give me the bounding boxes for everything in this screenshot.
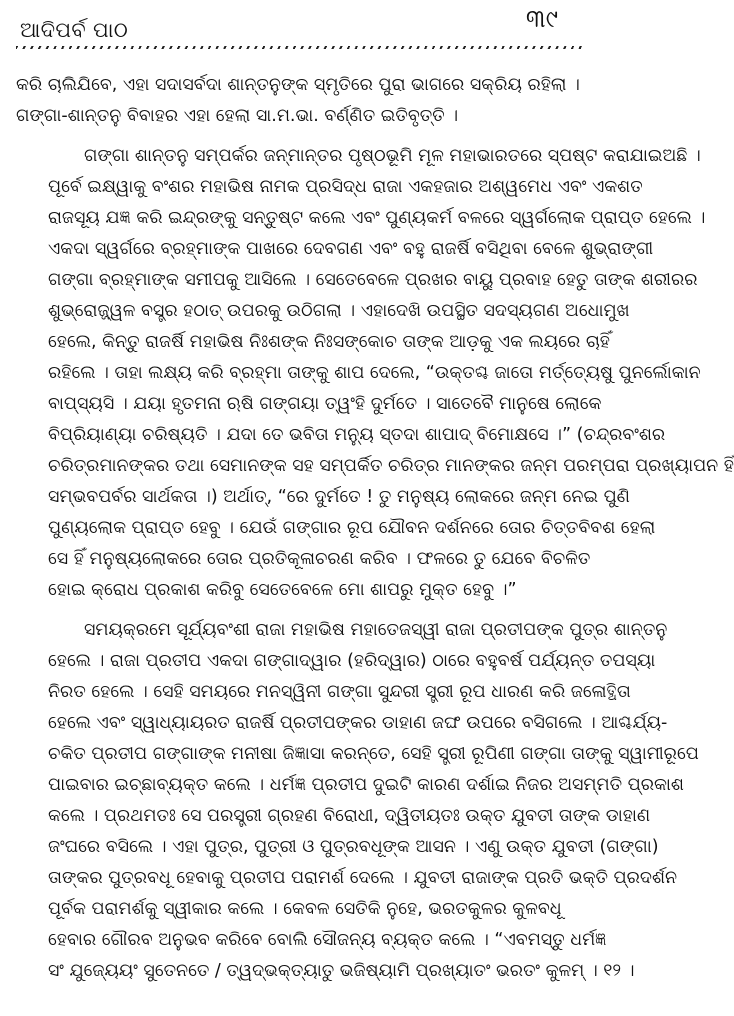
text-line: କଲେ । ପ୍ରଥମତଃ ସେ ପରସ୍ତ୍ରୀ ଗ୍ରହଣ ବିରୋଧୀ, ଦ୍ୱିତୀୟତଃ ଉକ୍ତ ଯୁବତୀ ତାଙ୍କ ଡାହାଣ (48, 806, 651, 826)
header-rule (16, 46, 586, 49)
paragraph (16, 141, 734, 606)
page-header (16, 0, 586, 62)
text-line: ପାଇବାର ଇଚ୍ଛାବ୍ୟକ୍ତ କଲେ । ଧର୍ମଜ୍ଞ ପ୍ରତୀପ ଦୁଇଟି କାରଣ ଦର୍ଶାଇ ନିଜର ଅସମ୍ମତି ପ୍ରକାଶ (48, 775, 684, 795)
paragraph (16, 615, 699, 987)
text-line: ପୂର୍ବେ ଇକ୍ଷ୍ୱାକୁ ବଂଶର ମହାଭିଷ ନାମକ ପ୍ରସିଦ୍ଧ ରାଜା ଏକହଜାର ଅଶ୍ୱମେଧ ଏବଂ ଏକଶତ (48, 177, 643, 197)
text-line: ରାଜସୂୟ ଯଜ୍ଞ କରି ଇନ୍ଦ୍ରଙ୍କୁ ସନ୍ତୁଷ୍ଟ କଲେ ଏବଂ ପୁଣ୍ୟକର୍ମ ବଳରେ ସ୍ୱର୍ଗଲୋକ ପ୍ରାପ୍ତ ହେଲେ । (48, 208, 706, 228)
paragraph (16, 70, 586, 132)
text-line: ଗଙ୍ଗା ବ୍ରହ୍ମାଙ୍କ ସମୀପକୁ ଆସିଲେ । ସେତେବେଳେ ପ୍ରଖର ବାୟୁ ପ୍ରବାହ ହେତୁ ତାଙ୍କ ଶରୀରର (48, 270, 698, 290)
text-line: ଗଙ୍ଗା-ଶାନ୍ତନୁ ବିବାହର ଏହା ହେଲା ସା.ମ.ଭା. ବର୍ଣ୍ଣିତ ଇତିବୃତ୍ତି । (16, 106, 459, 126)
text-line: ରହିଲେ । ତାହା ଲକ୍ଷ୍ୟ କରି ବ୍ରହ୍ମା ତାଙ୍କୁ ଶାପ ଦେଲେ, “ଉକ୍ତଶ୍ଚ ଜାତୋ ମର୍ତ୍ତ୍ୟେଷୁ ପୁନର୍ଲୋକାନ (48, 363, 701, 383)
text-line: ସମ୍ଭବପର୍ବର ସାର୍ଥକତା ।) ଅର୍ଥାତ୍, “ରେ ଦୁର୍ମତେ ! ତୁ ମନୁଷ୍ୟ ଲୋକରେ ଜନ୍ମ ନେଇ ପୁଣି (48, 487, 630, 507)
text-line: ସମୟକ୍ରମେ ସୂର୍ଯ୍ୟବଂଶୀ ରାଜା ମହାଭିଷ ମହାତେଜସ୍ୱୀ ରାଜା ପ୍ରତୀପଙ୍କ ପୁତ୍ର ଶାନ୍ତନୁ (84, 620, 668, 640)
text-line: ଚରିତ୍ରମାନଙ୍କର ତଥା ସେମାନଙ୍କ ସହ ସମ୍ପର୍କିତ ଚରିତ୍ର ମାନଙ୍କର ଜନ୍ମ ପରମ୍ପରା ପ୍ରଖ୍ୟାପନ ହିଁ (48, 456, 734, 476)
text-line: ପୁଣ୍ୟଲୋକ ପ୍ରାପ୍ତ ହେବୁ । ଯେଉଁ ଗଙ୍ଗାର ରୂପ ଯୌବନ ଦର୍ଶନରେ ତୋର ଚିତ୍ତବିବଶ ହେଲା (48, 518, 656, 538)
text-line: ହେଲେ ଏବଂ ସ୍ୱାଧ୍ୟାୟରତ ରାଜର୍ଷି ପ୍ରତୀପଙ୍କର ଡାହାଣ ଜଙ୍ଘ ଉପରେ ବସିଗଲେ । ଆଶ୍ଚର୍ଯ୍ୟ- (48, 713, 668, 733)
text-line: ହେବାର ଗୌରବ ଅନୁଭବ କରିବେ ବୋଲି ସୌଜନ୍ୟ ବ୍ୟକ୍ତ କଲେ । “ଏବମସ୍ତୁ ଧର୍ମଜ୍ଞ (48, 930, 607, 950)
text-line: ହେଲେ । ରାଜା ପ୍ରତୀପ ଏକଦା ଗଙ୍ଗାଦ୍ୱାର (ହରିଦ୍ୱାର) ଠାରେ ବହୁବର୍ଷ ପର୍ଯ୍ୟନ୍ତ ତପସ୍ୟା (48, 651, 656, 671)
text-line: ସେ ହିଁ ମନୁଷ୍ୟଲୋକରେ ତୋର ପ୍ରତିକୂଳାଚରଣ କରିବ । ଫଳରେ ତୁ ଯେବେ ବିଚଳିତ (48, 549, 591, 569)
text-line: ପୂର୍ବକ ପରାମର୍ଶକୁ ସ୍ୱୀକାର କଲେ । କେବଳ ସେତିକି ନୁହେ, ଭରତକୁଳର କୁଳବଧୂ (48, 899, 562, 919)
text-line: ବାପ୍ସ୍ୟସି । ଯୟା ହୃତମନା ଋଷି ଗଙ୍ଗୟା ତ୍ୱଂହି ଦୁର୍ମତେ । ସାତେବୈ ମାନୁଷେ ଲୋକେ (48, 394, 602, 414)
page-number: ୩୯ (525, 4, 558, 33)
text-line: ତାଙ୍କର ପୁତ୍ରବଧୂ ହେବାକୁ ପ୍ରତୀପ ପରାମର୍ଶ ଦେଲେ । ଯୁବତୀ ରାଜାଙ୍କ ପ୍ରତି ଭକ୍ତି ପ୍ରଦର୍ଶନ (48, 868, 678, 888)
text-line: ବିପ୍ରିୟାଣ୍ୟା ଚରିଷ୍ୟତି । ଯଦା ତେ ଭବିତା ମନ୍ୟୁ ସ୍ତଦା ଶାପାଦ୍ ବିମୋକ୍ଷସେ ।” (ଚନ୍ଦ୍ରବଂଶର (48, 425, 666, 445)
text-line: ଜଂଘରେ ବସିଲେ । ଏହା ପୁତ୍ର, ପୁତ୍ରୀ ଓ ପୁତ୍ରବଧୂଙ୍କ ଆସନ । ଏଣୁ ଉକ୍ତ ଯୁବତୀ (ଗଙ୍ଗା) (48, 837, 659, 857)
body-text (16, 70, 734, 987)
text-line: ନିରତ ହେଲେ । ସେହି ସମୟରେ ମନସ୍ୱିନୀ ଗଙ୍ଗା ସୁନ୍ଦରୀ ସ୍ତ୍ରୀ ରୂପ ଧାରଣ କରି ଜଳୋତ୍ଥିତା (48, 682, 631, 702)
text-line: ଶୁଭ୍ରୋଜ୍ଜ୍ୱଳ ବସ୍ତ୍ର ହଠାତ୍ ଉପରକୁ ଉଠିଗଲା । ଏହାଦେଖି ଉପସ୍ଥିତ ସଦସ୍ୟଗଣ ଅଧୋମୁଖ (48, 301, 630, 321)
text-line: ଏକଦା ସ୍ୱର୍ଗରେ ବ୍ରହ୍ମାଙ୍କ ପାଖରେ ଦେବଗଣ ଏବଂ ବହୁ ରାଜର୍ଷି ବସିଥିବା ବେଳେ ଶୁଭ୍ରାଙ୍ଗୀ (48, 239, 654, 259)
text-line: ହୋଇ କ୍ରୋଧ ପ୍ରକାଶ କରିବୁ ସେତେବେଳେ ମୋ ଶାପରୁ ମୁକ୍ତ ହେବୁ ।” (48, 580, 517, 600)
text-line: ଗଙ୍ଗା ଶାନ୍ତନୁ ସମ୍ପର୍କର ଜନ୍ମାନ୍ତର ପୃଷ୍ଠଭୂମି ମୂଳ ମହାଭାରତରେ ସ୍ପଷ୍ଟ କରାଯାଇଅଛି । (84, 146, 701, 166)
text-line: କରି ଚାଲିଯିବେ, ଏହା ସଦାସର୍ବଦା ଶାନ୍ତନୁଙ୍କ ସ୍ମୃତିରେ ପୁରା ଭାଗରେ ସକ୍ରିୟ ରହିଲା । (16, 75, 580, 95)
text-line: ଚକିତ ପ୍ରତୀପ ଗଙ୍ଗାଙ୍କ ମନୀଷା ଜିଜ୍ଞାସା କରନ୍ତେ, ସେହି ସ୍ତ୍ରୀ ରୂପିଣୀ ଗଙ୍ଗା ତାଙ୍କୁ ସ୍ୱାମୀରୂପେ (48, 744, 699, 764)
text-line: ସଂ ଯୁଜ୍ୟେୟଂ ସୁତେନତେ / ତ୍ୱଦ୍ଭକ୍ତ୍ୟାତୁ ଭଜିଷ୍ୟାମି ପ୍ରଖ୍ୟାତଂ ଭରତଂ କୁଳମ୍ । ୧୨ । (48, 961, 635, 981)
text-line: ହେଲେ, କିନ୍ତୁ ରାଜର୍ଷି ମହାଭିଷ ନିଃଶଙ୍କ ନିଃସଙ୍କୋଚ ତାଙ୍କ ଆଡ଼କୁ ଏକ ଲୟରେ ଚାହିଁ (48, 332, 610, 352)
running-title: ଆଦିପର୍ବ ପାଠ (20, 18, 129, 42)
